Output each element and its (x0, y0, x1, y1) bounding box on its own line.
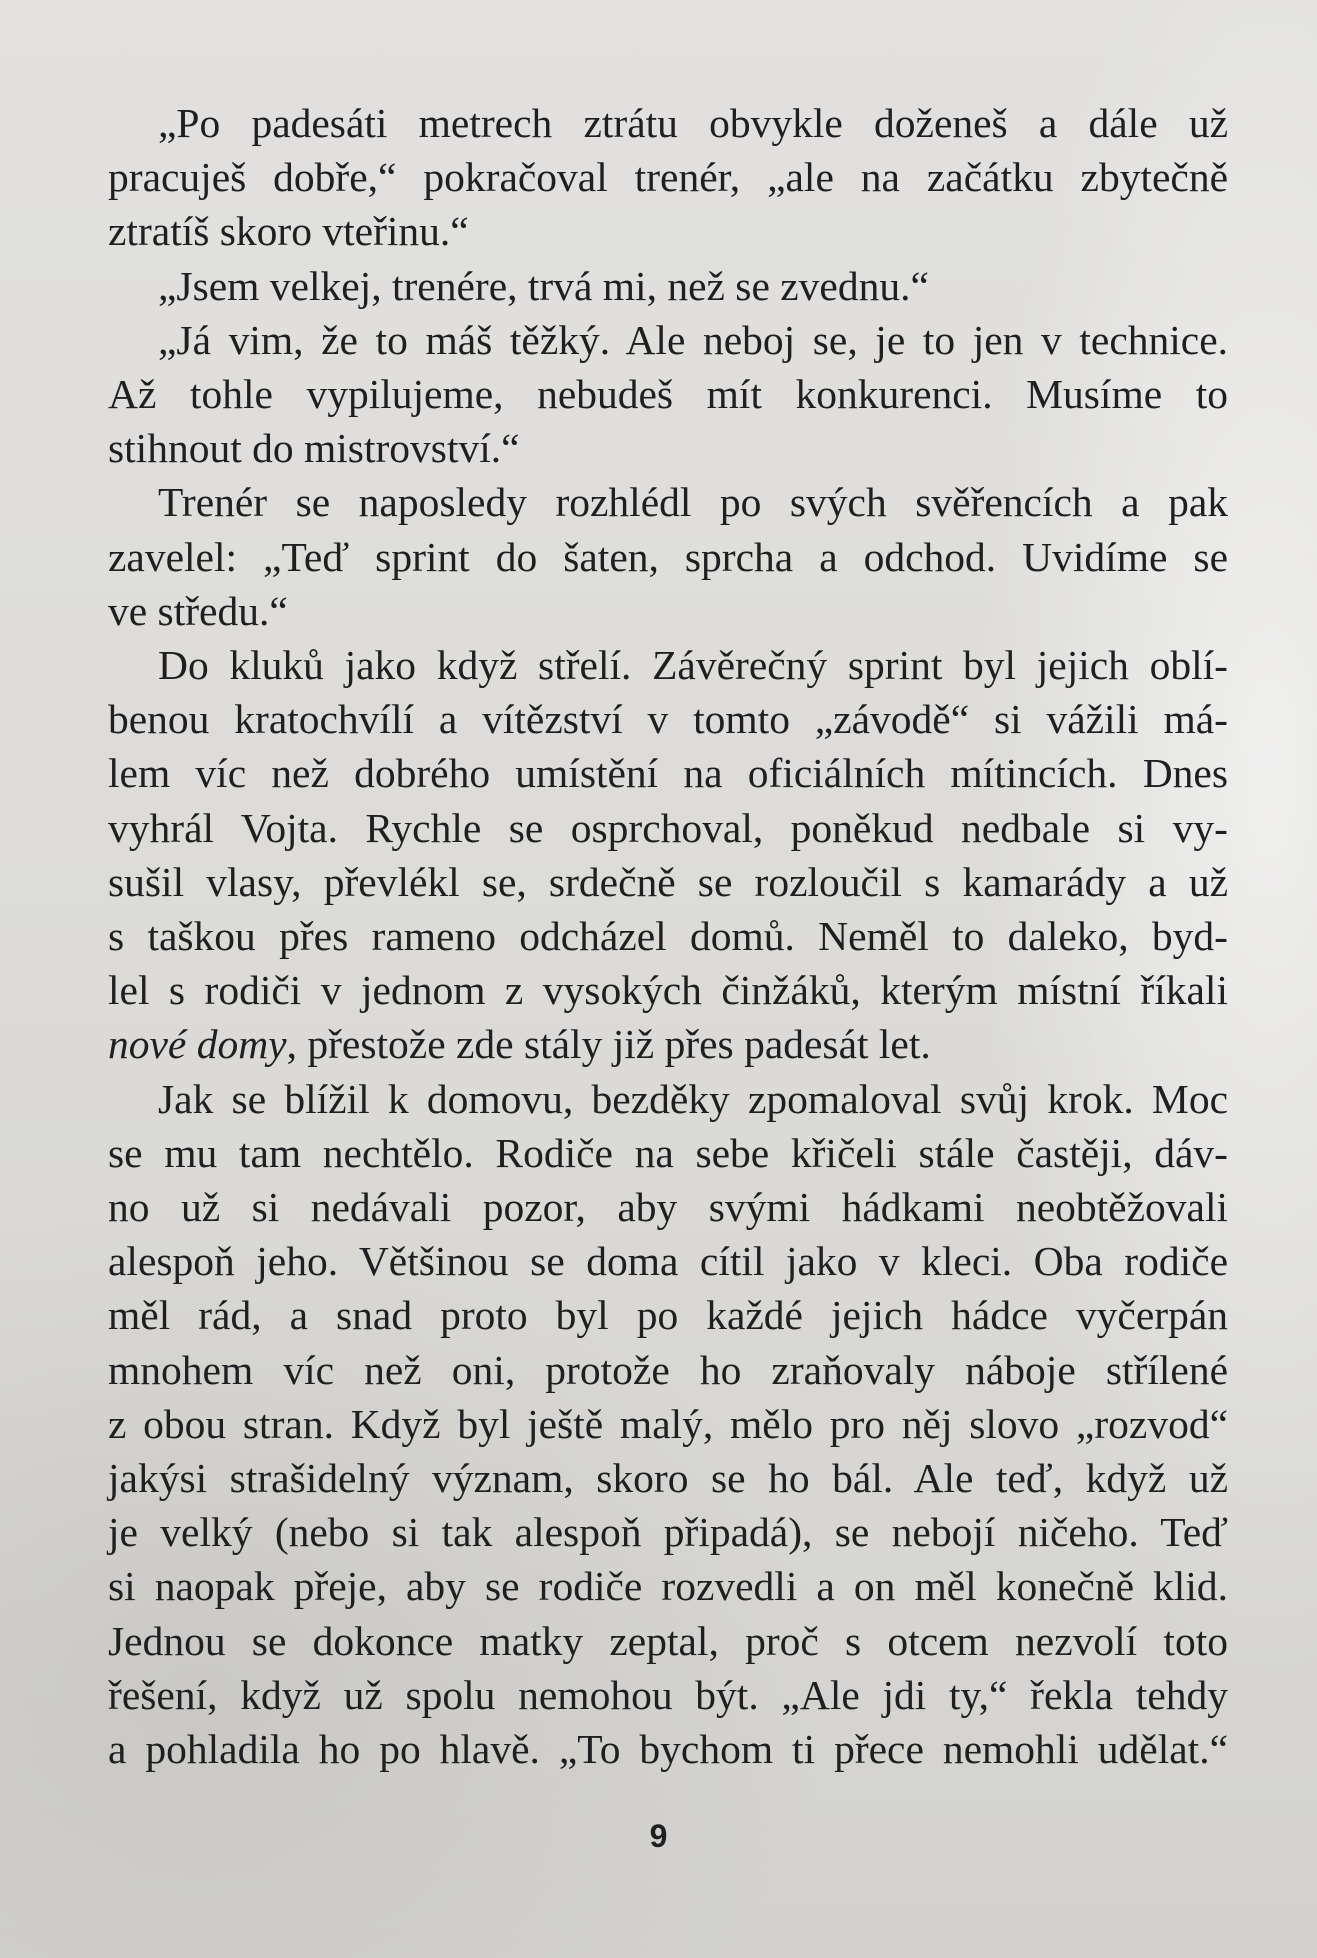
text-line: s taškou přes rameno odcházel domů. Neměl to daleko, byd- (108, 913, 1228, 960)
text-line: je velký (nebo si tak alespoň připadá), se nebojí ničeho. Teď (108, 1509, 1228, 1556)
text-line: sušil vlasy, převlékl se, srdečně se rozloučil s kamarády a už (108, 858, 1228, 905)
text-line: řešení, když už spolu nemohou být. „Ale jdi ty,“ řekla tehdy (108, 1671, 1228, 1718)
text-line: benou kratochvílí a vítězství v tomto „závodě“ si vážili má- (108, 696, 1228, 743)
text-line: lem víc než dobrého umístění na oficiálních mítincích. Dnes (108, 750, 1228, 797)
text-line: a pohladila ho po hlavě. „To bychom ti přece nemohli udělat.“ (108, 1726, 1228, 1773)
paragraph (108, 638, 1228, 1072)
text-line: Do kluků jako když střelí. Závěrečný sprint byl jejich oblí- (158, 642, 1228, 689)
text-line: Jak se blížil k domovu, bezděky zpomaloval svůj krok. Moc (158, 1075, 1228, 1122)
text-line: ztratíš skoro vteřinu.“ (108, 208, 469, 255)
paragraph (108, 475, 1228, 638)
paragraph (108, 313, 1228, 476)
text-line: Jednou se dokonce matky zeptal, proč s otcem nezvolí toto (108, 1617, 1228, 1664)
paragraph (108, 259, 1228, 313)
text-line: Až tohle vypilujeme, nebudeš mít konkurenci. Musíme to (108, 371, 1228, 418)
paragraph (108, 1072, 1228, 1777)
text-line: z obou stran. Když byl ještě malý, mělo pro něj slovo „rozvod“ (108, 1400, 1228, 1447)
text-line: no už si nedávali pozor, aby svými hádkami neobtěžovali (108, 1184, 1228, 1231)
page-number: 9 (649, 1818, 668, 1854)
text-line: zavelel: „Teď sprint do šaten, sprcha a odchod. Uvidíme se (108, 533, 1228, 580)
text-line: Trenér se naposledy rozhlédl po svých svěřencích a pak (158, 479, 1228, 526)
paragraph (108, 96, 1228, 259)
text-line: lel s rodiči v jednom z vysokých činžáků, kterým místní říkali (108, 967, 1228, 1014)
text-line: stihnout do mistrovství.“ (108, 425, 520, 472)
text-line: alespoň jeho. Většinou se doma cítil jako v kleci. Oba rodiče (108, 1238, 1228, 1285)
text-line: „Já vim, že to máš těžký. Ale neboj se, je to jen v technice. (158, 316, 1228, 363)
text-line-mixed (108, 1017, 1228, 1071)
text-line: ve středu.“ (108, 587, 288, 634)
text-line: „Po padesáti metrech ztrátu obvykle doženeš a dále už (158, 100, 1228, 146)
italic-phrase: nové domy (108, 1021, 287, 1068)
text-line: měl rád, a snad proto byl po každé jejich hádce vyčerpán (108, 1292, 1228, 1339)
text-line: se mu tam nechtělo. Rodiče na sebe křičeli stále častěji, dáv- (108, 1129, 1228, 1176)
text-line: mnohem víc než oni, protože ho zraňovaly náboje střílené (108, 1346, 1228, 1393)
text-line: jakýsi strašidelný význam, skoro se ho bál. Ale teď, když už (108, 1455, 1228, 1502)
text-line: „Jsem velkej, trenére, trvá mi, než se zvednu.“ (158, 262, 929, 309)
text-fragment: , přestože zde stály již přes padesát let. (286, 1021, 931, 1068)
text-line: si naopak přeje, aby se rodiče rozvedli a on měl konečně klid. (108, 1563, 1228, 1610)
text-line: vyhrál Vojta. Rychle se osprchoval, poněkud nedbale si vy- (108, 804, 1228, 851)
text-line: pracuješ dobře,“ pokračoval trenér, „ale na začátku zbytečně (108, 154, 1228, 201)
body-text (108, 96, 1228, 1776)
